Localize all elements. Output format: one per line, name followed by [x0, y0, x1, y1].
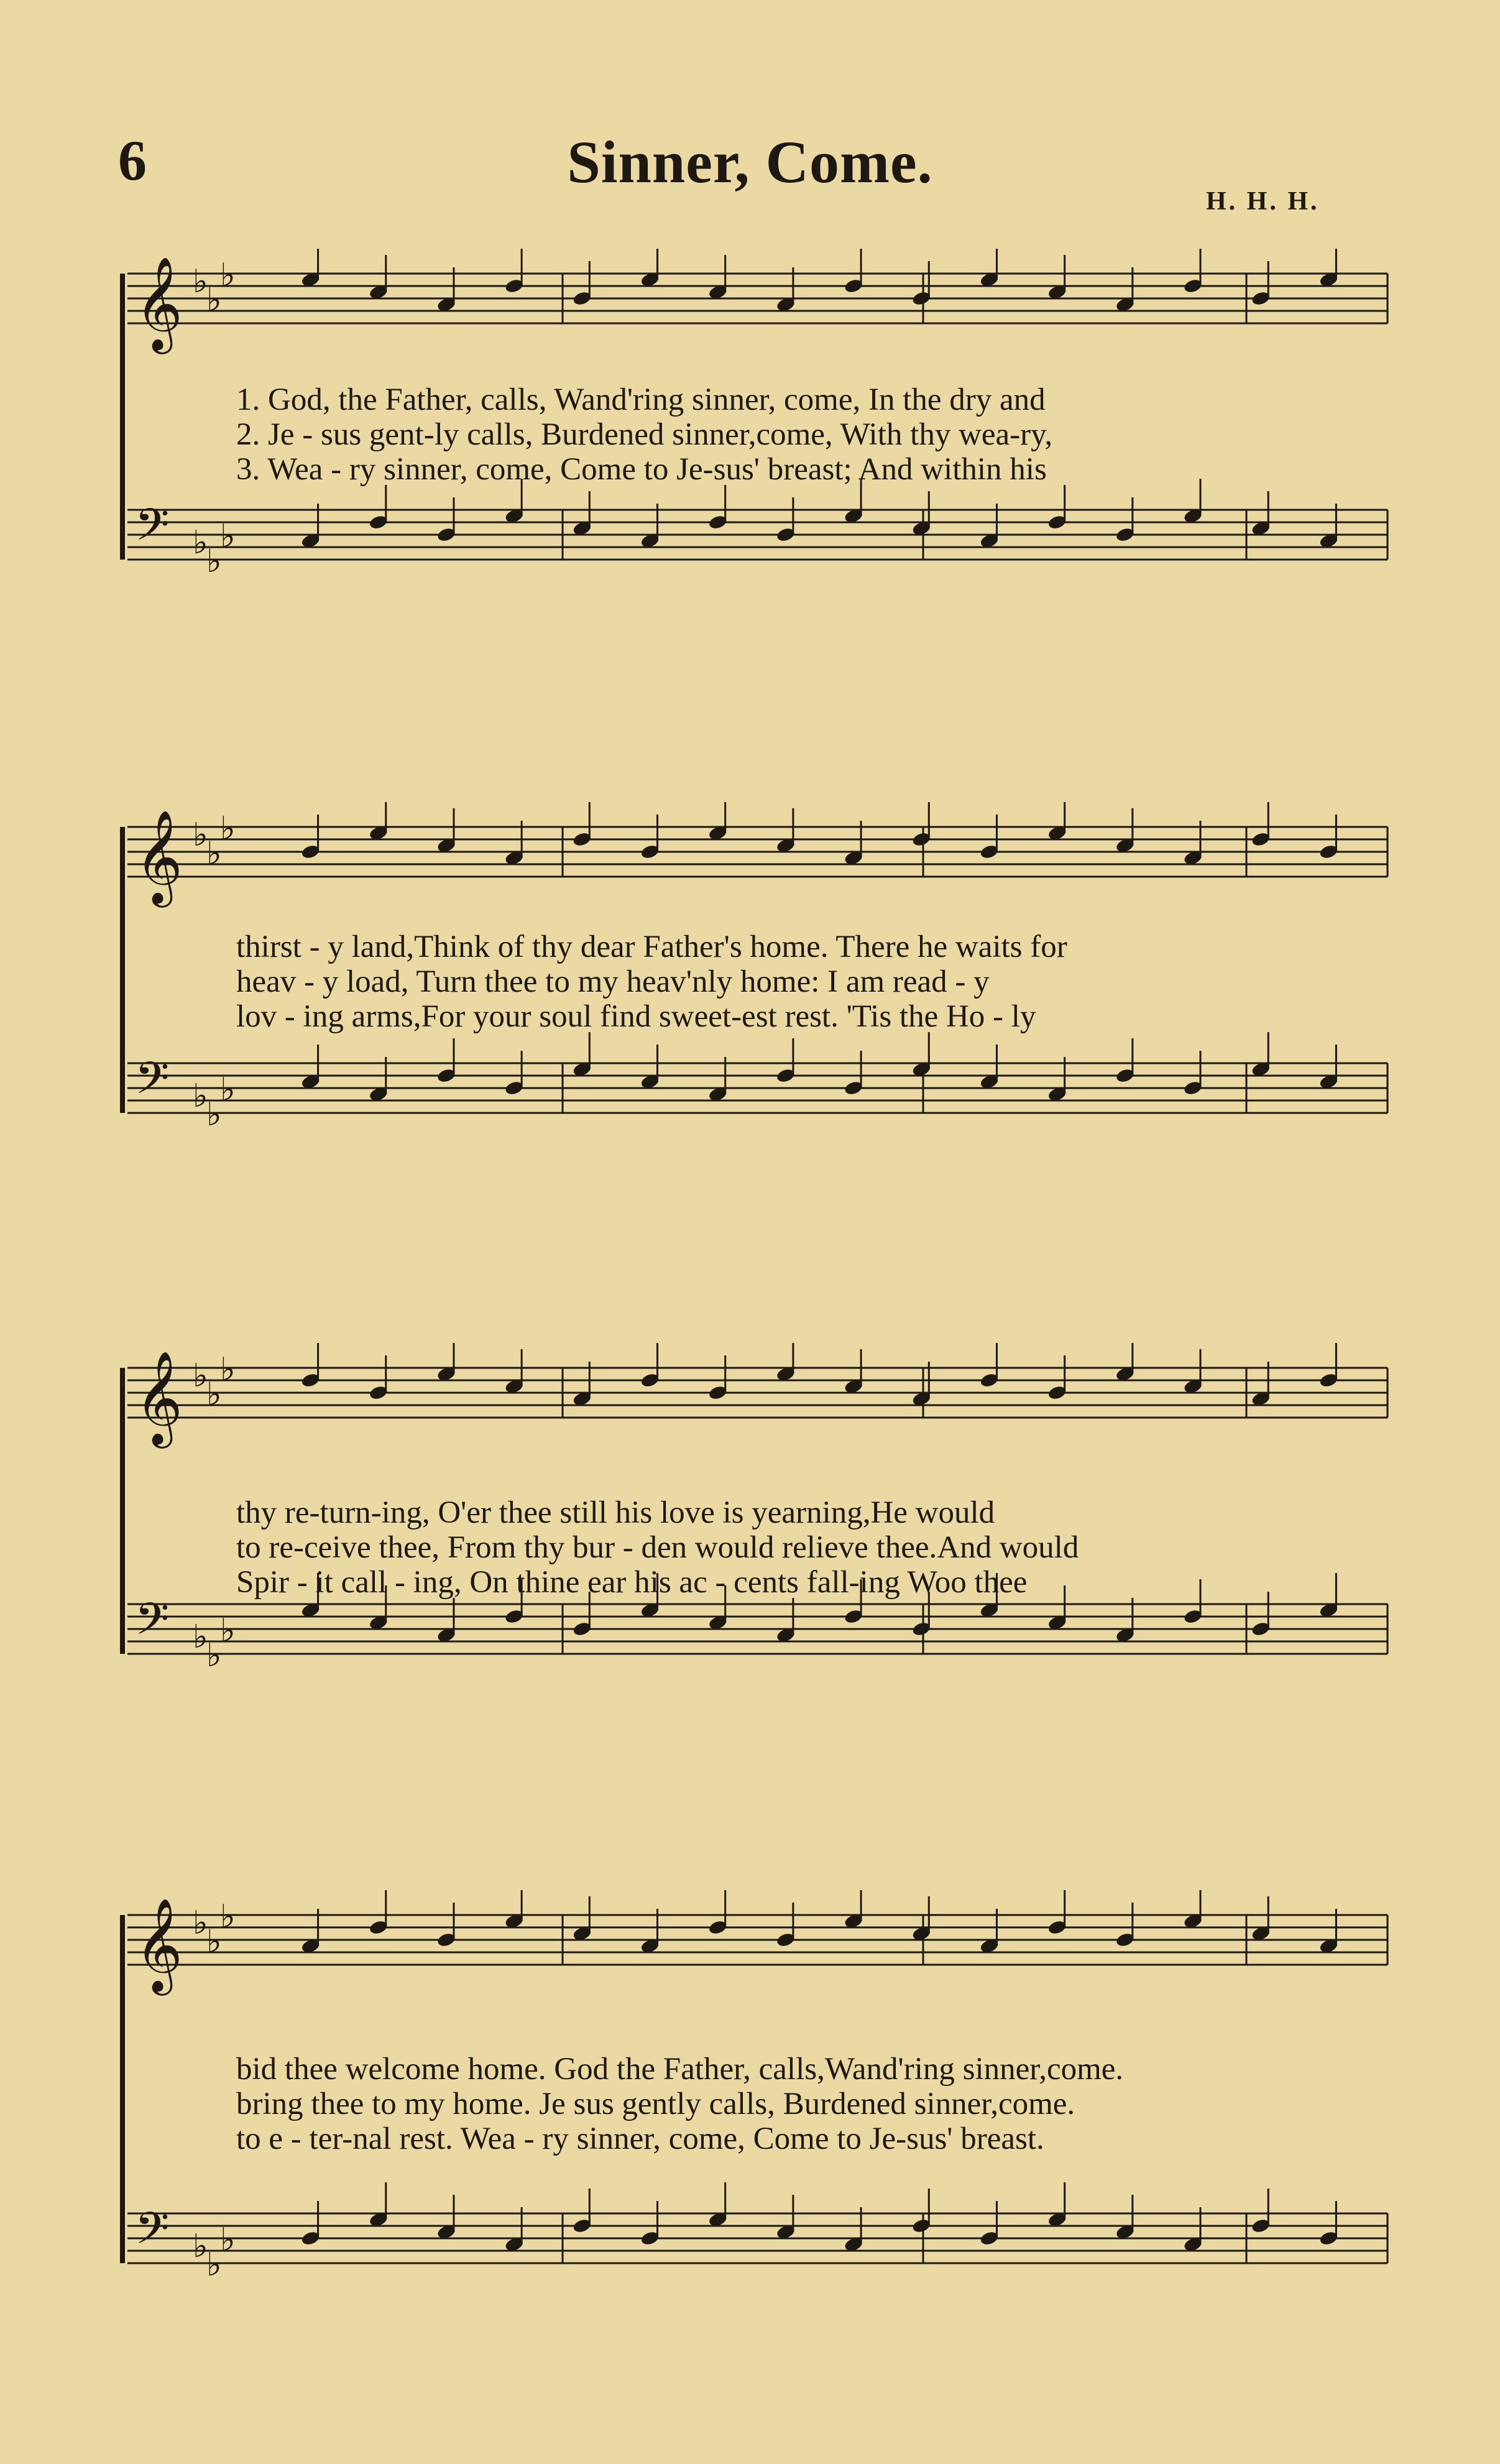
verse-3-line: Spir - it call - ing, On thine ear his ac - cents fall-ing Woo thee — [236, 1565, 1028, 1600]
verse-block — [236, 1495, 1386, 1600]
flat-sign: ♭ — [220, 2222, 236, 2259]
flat-sign: ♭ — [220, 518, 236, 555]
bass-clef-icon: 𝄢 — [135, 2203, 170, 2265]
flat-sign: ♭ — [193, 524, 208, 561]
flat-sign: ♭ — [193, 1904, 208, 1942]
flat-sign: ♭ — [206, 282, 222, 319]
verse-block — [236, 2052, 1386, 2156]
verse-1-line: bid thee welcome home. God the Father, calls,Wand'ring sinner,come. — [236, 2052, 1124, 2087]
verse-1-line: thy re-turn-ing, O'er thee still his love is yearning,He would — [236, 1495, 995, 1530]
flat-sign: ♭ — [206, 2246, 222, 2284]
verse-1-line: thirst - y land,Think of thy dear Father's home. There he waits for — [236, 930, 1067, 964]
flat-sign: ♭ — [193, 2228, 208, 2265]
flat-sign: ♭ — [220, 1612, 236, 1650]
hymn-title: Sinner, Come. — [567, 129, 933, 195]
music-system-4 — [0, 1890, 1500, 2338]
flat-sign: ♭ — [193, 816, 208, 854]
bass-clef-icon: 𝄢 — [135, 1053, 170, 1115]
verse-2-line: bring thee to my home. Je sus gently calls, Burdened sinner,come. — [236, 2087, 1075, 2121]
verse-2-line: heav - y load, Turn thee to my heav'nly home: I am read - y — [236, 964, 990, 999]
flat-sign: ♭ — [220, 1071, 236, 1109]
flat-sign: ♭ — [206, 1376, 222, 1413]
verse-3-line: lov - ing arms,For your soul find sweet-est rest. 'Tis the Ho - ly — [236, 999, 1036, 1034]
bass-clef-icon: 𝄢 — [135, 499, 170, 561]
flat-sign: ♭ — [220, 810, 236, 847]
verse-2-line: 2. Je - sus gent-ly calls, Burdened sinner,come, With thy wea-ry, — [236, 417, 1053, 452]
composer-initials: H. H. H. — [1206, 187, 1320, 216]
treble-clef-icon: 𝄞 — [135, 1350, 183, 1444]
flat-sign: ♭ — [220, 1898, 236, 1936]
verse-3-line: to e - ter-nal rest. Wea - ry sinner, come, Come to Je-sus' breast. — [236, 2121, 1044, 2156]
flat-sign: ♭ — [193, 263, 208, 300]
verse-1-line: 1. God, the Father, calls, Wand'ring sinner, come, In the dry and — [236, 382, 1046, 417]
treble-clef-icon: 𝄞 — [135, 256, 183, 350]
music-system-2 — [0, 802, 1500, 1188]
music-system-1 — [0, 249, 1500, 634]
treble-clef-icon: 𝄞 — [135, 1897, 183, 1991]
flat-sign: ♭ — [206, 1923, 222, 1960]
treble-clef-icon: 𝄞 — [135, 809, 183, 903]
verse-block — [236, 930, 1386, 1034]
music-system-3 — [0, 1343, 1500, 1728]
verse-3-line: 3. Wea - ry sinner, come, Come to Je-sus' breast; And within his — [236, 452, 1047, 487]
flat-sign: ♭ — [193, 1618, 208, 1656]
page-number: 6 — [118, 129, 147, 192]
bass-clef-icon: 𝄢 — [135, 1594, 170, 1656]
flat-sign: ♭ — [206, 1637, 222, 1674]
flat-sign: ♭ — [193, 1357, 208, 1395]
flat-sign: ♭ — [206, 1096, 222, 1133]
flat-sign: ♭ — [206, 835, 222, 872]
flat-sign: ♭ — [193, 1077, 208, 1115]
flat-sign: ♭ — [206, 543, 222, 580]
verse-2-line: to re-ceive thee, From thy bur - den would relieve thee.And would — [236, 1530, 1079, 1565]
flat-sign: ♭ — [220, 1351, 236, 1388]
verse-block — [236, 382, 1386, 487]
flat-sign: ♭ — [220, 257, 236, 294]
